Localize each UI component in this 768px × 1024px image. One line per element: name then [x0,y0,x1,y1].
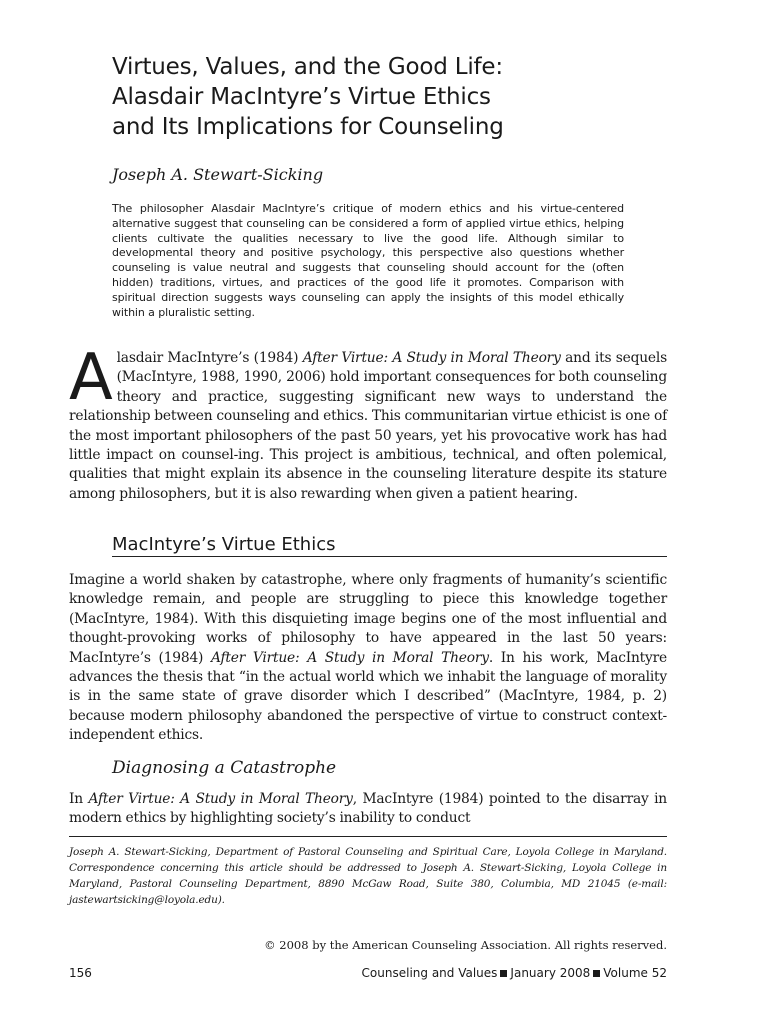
intro-text-b: and its sequels (MacIntyre, 1988, 1990, 2006) hold important consequences for both counseling theory and practice, suggesting significant new ways to understand the relationship between counseling and ethics. This communitarian virtue ethicist is one of the most important philosophers of the past 50 years, yet his provocative work has had little impact on counsel-ing. This project is ambitious, technical, and often polemical, qualities that might explain its absence in the counseling literature despite its stature among philosophers, but it is also rewarding when given a patient hearing. [69,350,667,502]
section-heading: MacIntyre’s Virtue Ethics [112,534,667,557]
journal-name: Counseling and Values [361,966,498,980]
subsection-text-b: , MacIntyre (1984) pointed to the disarray in modern ethics by highlighting society’s inability to conduct [69,791,667,827]
intro-paragraph [69,341,667,504]
author-name: Joseph A. Stewart-Sicking [112,165,324,184]
copyright-notice: © 2008 by the American Counseling Association. All rights reserved. [264,938,667,952]
section-book-title: After Virtue: A Study in Moral Theory [210,649,489,666]
title-line-1: Virtues, Values, and the Good Life: [112,54,503,80]
title-line-3: and Its Implications for Counseling [112,114,504,140]
square-bullet-icon [593,970,600,977]
article-title [112,52,672,142]
subsection-book-title: After Virtue: A Study in Moral Theory [88,791,353,807]
volume-number: Volume 52 [603,966,667,980]
intro-book-title: After Virtue: A Study in Moral Theory [302,350,561,366]
subsection-heading: Diagnosing a Catastrophe [112,758,337,778]
section-text-a: Imagine a world shaken by catastrophe, where only fragments of humanity’s scientific knowledge remain, and people are struggling to piece this knowledge together (MacIntyre, 1984). With this disquieting image begins one of the most influential and thought-provoking works of philosophy to have appeared in the last 50 years: MacIntyre’s (1984) [69,572,667,666]
footnote-divider [69,836,667,837]
issue-date: January 2008 [510,966,591,980]
section-paragraph [69,571,667,746]
page-number: 156 [69,966,92,980]
subsection-paragraph [69,790,667,829]
author-footnote: Joseph A. Stewart-Sicking, Department of Pastoral Counseling and Spiritual Care, Loyola College in Maryland. Correspondence concerning this article should be addressed to Joseph A. Stewart-Sicking, Loyola College in Maryland, Pastoral Counseling Department, 8890 McGaw Road, Suite 380, Columbia, MD 21045 (e-mail: jastewartsicking@loyola.edu). [69,846,667,906]
drop-cap: A [69,341,113,415]
running-footer [362,965,667,981]
abstract: The philosopher Alasdair MacIntyre’s critique of modern ethics and his virtue-centered alternative suggest that counseling can be considered a form of applied virtue ethics, helping clients cultivate the qualities necessary to live the good life. Although similar to developmental theory and positive psychology, this perspective also questions whether counseling is value neutral and suggests that counseling should account for the (often hidden) traditions, virtues, and practices of the good life it promotes. Comparison with spiritual direction suggests ways counseling can apply the insights of this model ethically within a pluralistic setting. [112,202,624,319]
title-line-2: Alasdair MacIntyre’s Virtue Ethics [112,84,491,110]
subsection-text-a: In [69,791,89,807]
section-text-b: . In his work, MacIntyre advances the thesis that “in the actual world which we inhabit the language of morality is in the same state of grave disorder which I described” (MacIntyre, 1984, p. 2) because modern philosophy abandoned the perspective of virtue to construct context-independent ethics. [69,649,667,744]
square-bullet-icon [500,970,507,977]
intro-text-a: lasdair MacIntyre’s (1984) [116,350,303,366]
